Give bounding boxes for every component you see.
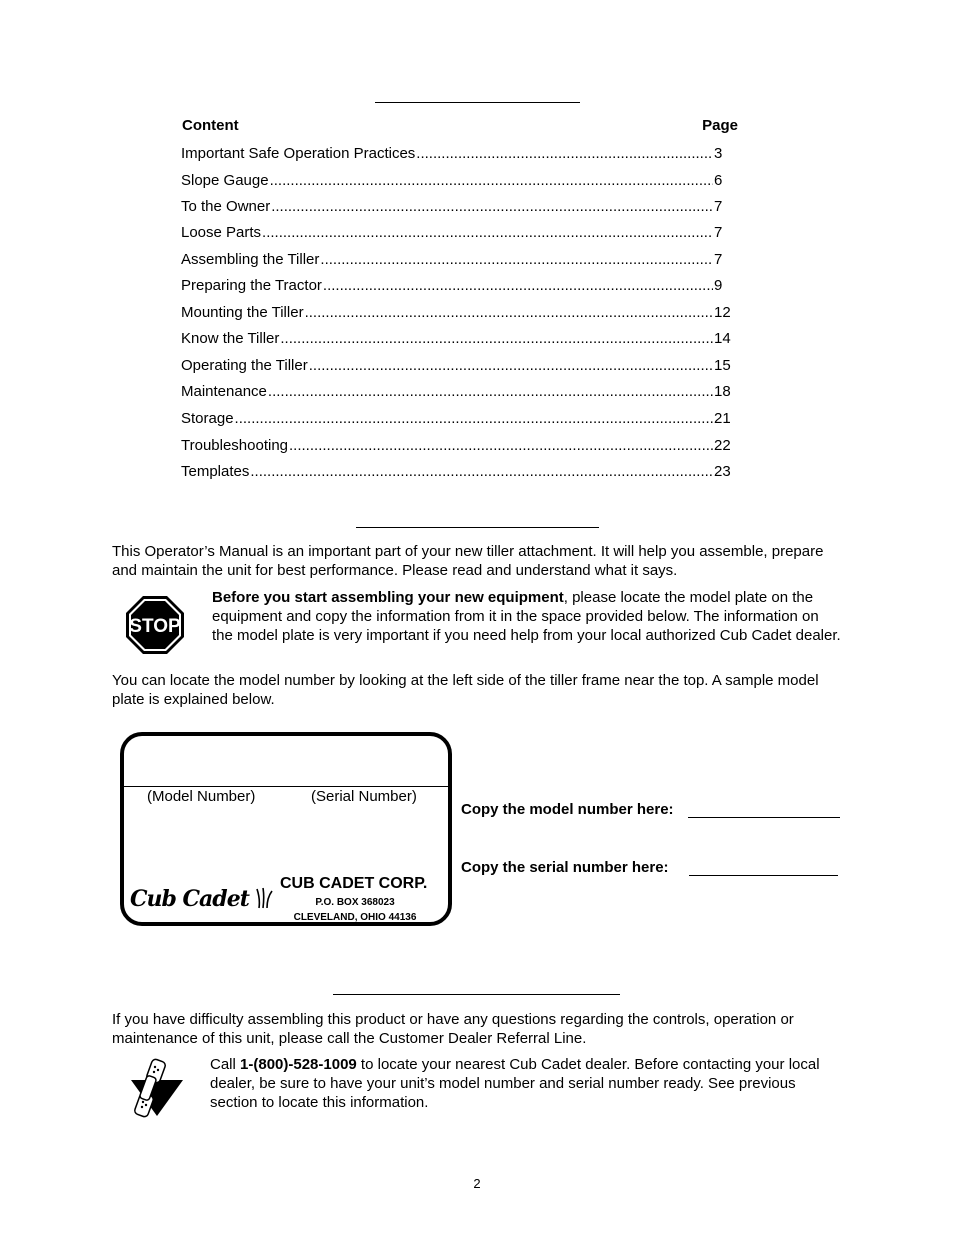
toc-entry xyxy=(181,302,736,322)
toc-leader-dots xyxy=(305,304,713,322)
toc-leader-dots xyxy=(320,251,713,269)
toc-entry xyxy=(181,328,736,348)
toc-header xyxy=(182,117,740,134)
toc-entry-page: 23 xyxy=(714,463,731,480)
toc-entry-label: Know the Tiller xyxy=(181,330,280,347)
toc-entry xyxy=(181,196,736,216)
toc-entry-page: 12 xyxy=(714,304,731,321)
toc-entry-label: Loose Parts xyxy=(181,224,262,241)
toc-leader-dots xyxy=(250,463,713,481)
toc-entry-label: Assembling the Tiller xyxy=(181,251,320,268)
logo-text: Cub Cadet xyxy=(130,886,249,912)
toc-leader-dots xyxy=(235,410,713,428)
toc-leader-dots xyxy=(323,277,713,295)
plate-corp-name: CUB CADET CORP. xyxy=(280,875,428,892)
serial-number-blank[interactable] xyxy=(689,875,838,876)
toc-entry-label: Troubleshooting xyxy=(181,437,289,454)
copy-model-label: Copy the model number here: xyxy=(461,801,674,818)
toc-entry xyxy=(181,355,736,375)
toc-entry-page: 9 xyxy=(714,277,723,294)
call-dealer-paragraph xyxy=(210,1055,842,1112)
toc-entry xyxy=(181,222,736,242)
plate-model-number-label: (Model Number) xyxy=(147,788,256,805)
toc-leader-dots xyxy=(268,383,713,401)
toc-entry xyxy=(181,381,736,401)
plate-po-box: P.O. BOX 368023 xyxy=(315,897,395,908)
toc-heading-rule xyxy=(375,102,580,103)
toc-entry xyxy=(181,408,736,428)
help-heading-rule xyxy=(333,994,620,995)
model-number-blank[interactable] xyxy=(688,817,840,818)
phone-icon xyxy=(127,1058,185,1122)
toc-entry-label: Operating the Tiller xyxy=(181,357,308,374)
toc-entry-page: 22 xyxy=(714,437,731,454)
owner-heading-rule xyxy=(356,527,599,528)
model-plate xyxy=(120,732,452,926)
toc-page-column-label: Page xyxy=(702,117,738,134)
toc-leader-dots xyxy=(270,172,713,190)
toc-entry xyxy=(181,435,736,455)
toc-entry-page: 6 xyxy=(714,172,723,189)
before-assembly-paragraph xyxy=(212,588,842,645)
toc-entry-page: 7 xyxy=(714,224,723,241)
owner-intro-paragraph: This Operator’s Manual is an important part of your new tiller attachment. It will help you assemble, prepare and maintain the unit for best performance. Please read and understand what it says. xyxy=(112,543,824,579)
toc-entry xyxy=(181,275,736,295)
toc-entry-page: 21 xyxy=(714,410,731,427)
toc-entry-label: Important Safe Operation Practices xyxy=(181,145,416,162)
toc-entry-page: 15 xyxy=(714,357,731,374)
toc-entry-label: Mounting the Tiller xyxy=(181,304,304,321)
plate-serial-number-label: (Serial Number) xyxy=(311,788,417,805)
toc-entry-label: Templates xyxy=(181,463,250,480)
call-dealer-text: to locate your nearest Cub Cadet dealer. Before contacting your local dealer, be sure to have your unit’s model number and serial number ready. See previous section to locate this information. xyxy=(210,1056,820,1111)
toc-entry-label: Storage xyxy=(181,410,234,427)
stop-sign-text: STOP xyxy=(129,616,181,637)
page-number: 2 xyxy=(473,1176,481,1191)
toc-leader-dots xyxy=(289,437,713,455)
toc-entry-label: Maintenance xyxy=(181,383,267,400)
toc-entry-label: Preparing the Tractor xyxy=(181,277,322,294)
locate-model-paragraph: You can locate the model number by looking at the left side of the tiller frame near the top. A sample model plate is explained below. xyxy=(112,672,819,708)
toc-entry-page: 18 xyxy=(714,383,731,400)
toc-entry xyxy=(181,143,736,163)
call-prefix: Call xyxy=(210,1056,241,1073)
grass-logo-icon xyxy=(256,887,274,909)
toc-entry-page: 7 xyxy=(714,198,723,215)
toc-leader-dots xyxy=(262,224,713,242)
dealer-phone-number: 1-(800)-528-1009 xyxy=(240,1056,357,1073)
toc-entry-label: To the Owner xyxy=(181,198,271,215)
toc-leader-dots xyxy=(309,357,713,375)
before-assembly-text: , please locate the model plate on the equipment and copy the information from it in the space provided below. The information on the model plate is very important if you need help from your local authorized Cub Cadet dealer. xyxy=(212,589,841,644)
help-intro-paragraph: If you have difficulty assembling this product or have any questions regarding the controls, operation or maintenance of this unit, please call the Customer Dealer Referral Line. xyxy=(112,1011,794,1047)
toc-entry xyxy=(181,461,736,481)
toc-entry-page: 7 xyxy=(714,251,723,268)
stop-sign-icon xyxy=(125,595,185,655)
toc-entry-page: 14 xyxy=(714,330,731,347)
toc-entry xyxy=(181,170,736,190)
copy-serial-label: Copy the serial number here: xyxy=(461,859,669,876)
plate-city: CLEVELAND, OHIO 44136 xyxy=(293,912,417,923)
toc-leader-dots xyxy=(416,145,713,163)
before-assembly-bold: Before you start assembling your new equipment xyxy=(212,589,564,606)
toc-entry-label: Slope Gauge xyxy=(181,172,269,189)
toc-content-column-label: Content xyxy=(182,117,239,134)
cub-cadet-logo xyxy=(130,886,274,912)
toc-entry-page: 3 xyxy=(714,145,723,162)
toc-leader-dots xyxy=(280,330,713,348)
toc-leader-dots xyxy=(271,198,713,216)
plate-divider xyxy=(124,786,448,787)
toc-entry xyxy=(181,249,736,269)
